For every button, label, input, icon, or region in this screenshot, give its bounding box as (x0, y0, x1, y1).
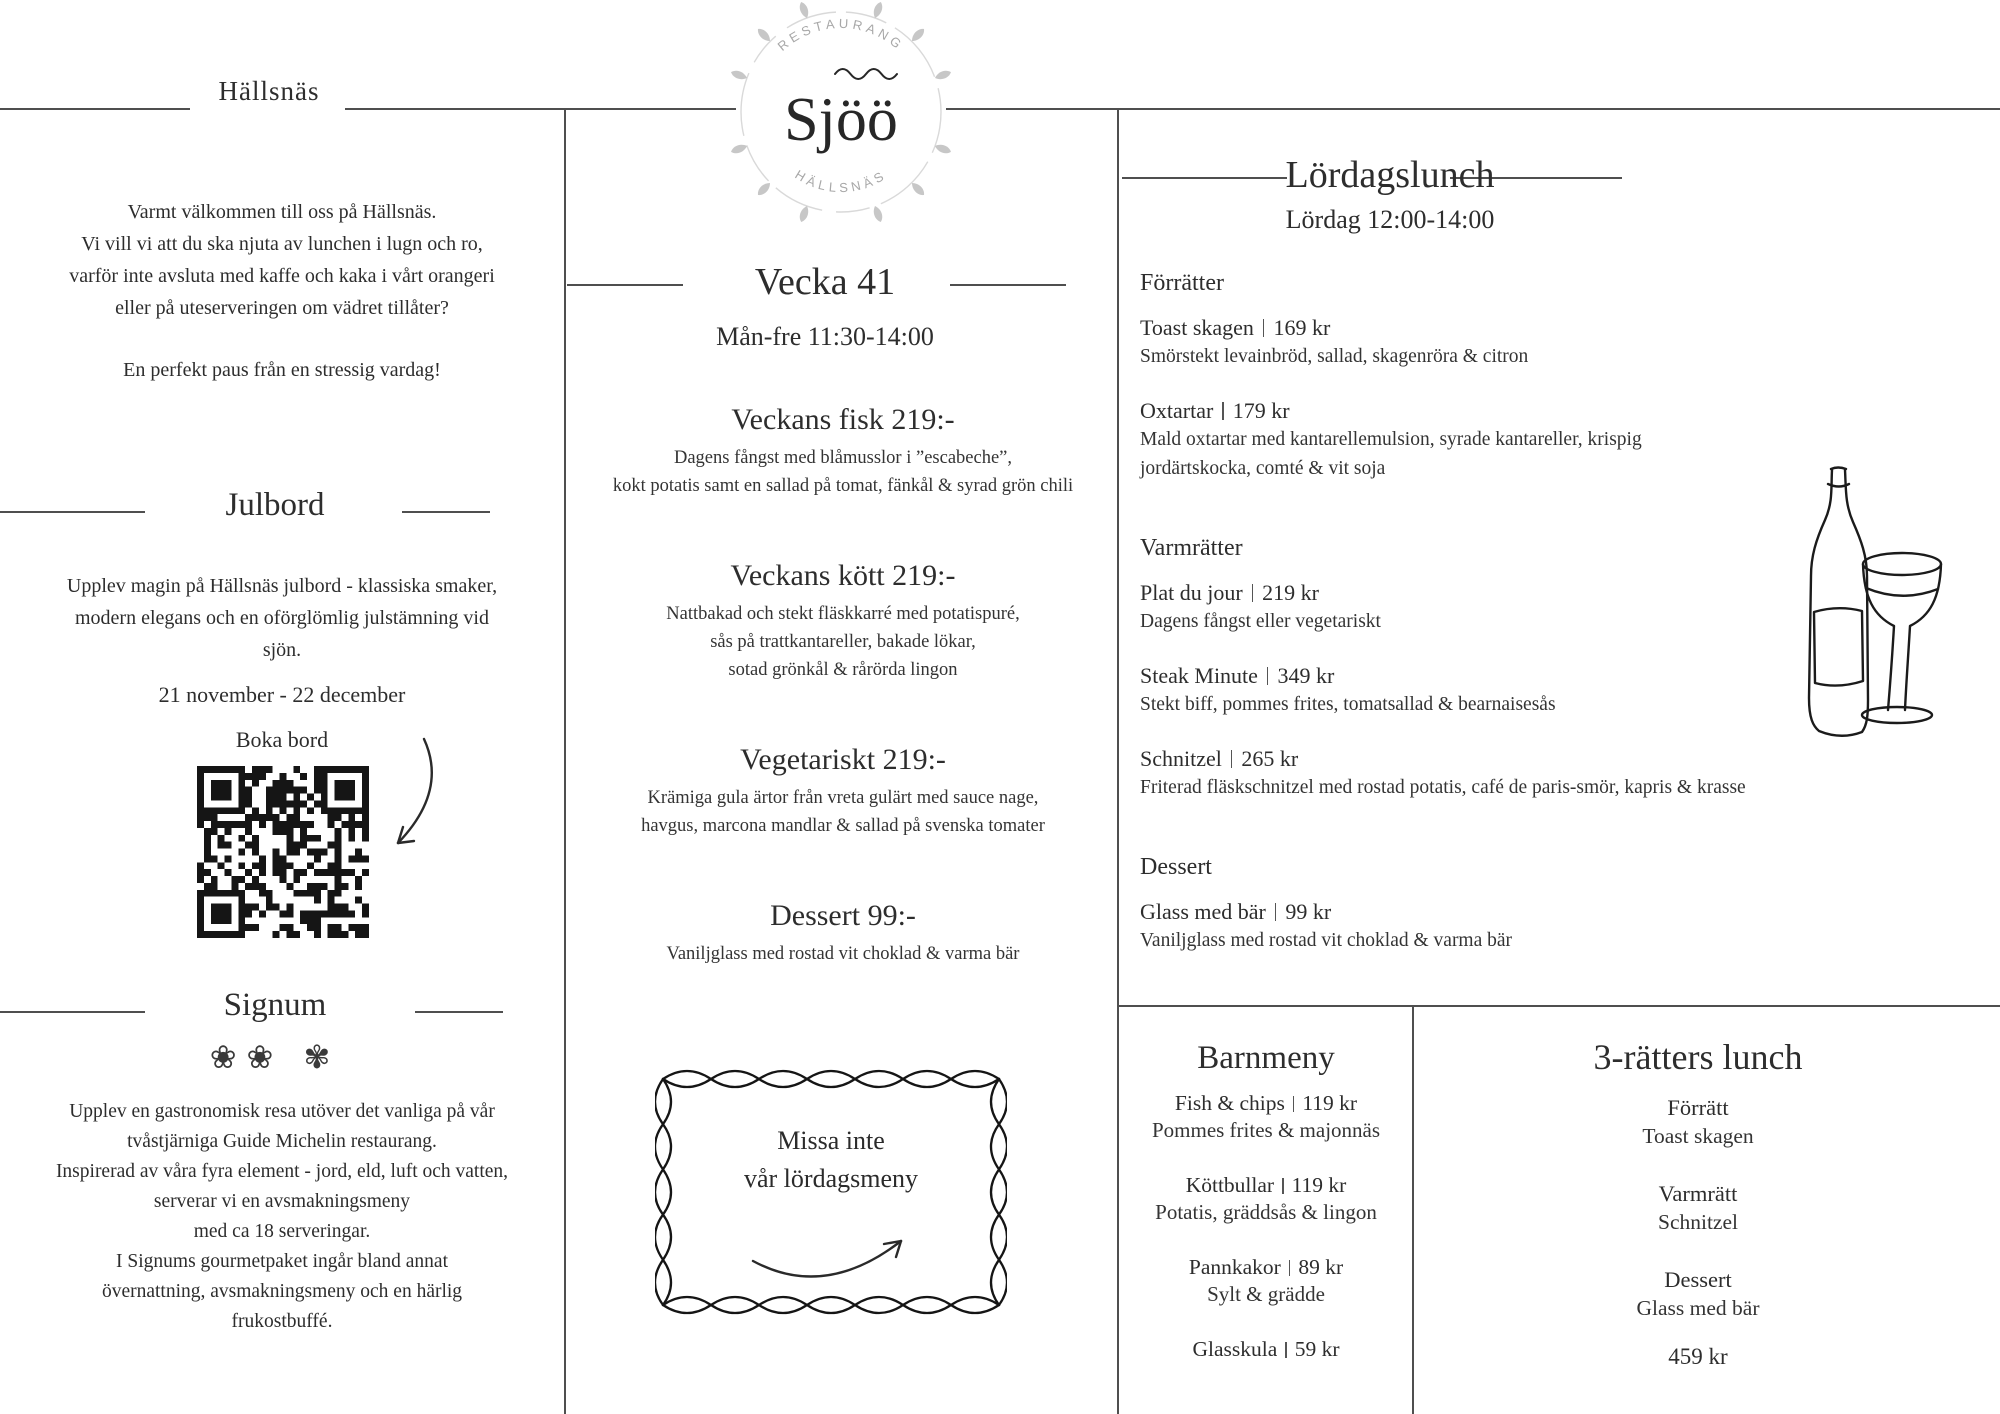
course-label: Varmrätt (1658, 1181, 1738, 1206)
menu-item-price: 219:- (892, 559, 956, 592)
menu-item-name: Köttbullar (1185, 1173, 1275, 1197)
saturday-note-box (655, 1065, 1007, 1318)
divider-line (345, 108, 736, 110)
menu-item-desc: jordärtskocka, comté & vit soja (1140, 458, 1386, 479)
kids-menu (1118, 1036, 1414, 1363)
menu-item (1140, 579, 1900, 636)
michelin-stars-icon: ❀❀ ✾ (209, 1038, 341, 1076)
qr-code (197, 766, 369, 938)
signum-title: Signum (223, 987, 327, 1023)
menu-item (572, 894, 1114, 968)
menu-item-title (1118, 1172, 1414, 1199)
signum-line: frukostbuffé. (231, 1311, 333, 1332)
julbord-line: Upplev magin på Hällsnäs julbord - klassiska smaker, (66, 575, 498, 597)
menu-item-title (572, 398, 1114, 442)
three-course-list (1413, 1094, 1983, 1322)
price-separator (1231, 750, 1233, 768)
menu-item (572, 554, 1114, 684)
welcome-line: eller på uteserveringen om vädret tillåter? (115, 297, 449, 319)
course-dish: Glass med bär (1636, 1296, 1760, 1320)
welcome-line: Vi vill vi att du ska njuta av lunchen i lugn och ro, (81, 233, 483, 255)
menu-item-price: 219 kr (1262, 580, 1319, 605)
section-heading: Förrätter (1140, 270, 1224, 296)
welcome-text (8, 196, 556, 386)
course (1413, 1180, 1983, 1236)
menu-item-title (1140, 745, 1900, 773)
menu-item-desc: kokt potatis samt en sallad på tomat, fänkål & syrad grön chili (612, 476, 1074, 496)
menu-item-title (572, 554, 1114, 598)
menu-item-name: Veckans kött (730, 559, 885, 592)
logo-wave-icon (835, 69, 897, 79)
menu-item (1140, 662, 1900, 719)
menu-item (1140, 898, 1900, 955)
menu-item-desc: Dagens fångst eller vegetariskt (1140, 611, 1381, 632)
julbord-line: sjön. (262, 639, 302, 661)
restaurant-logo (731, 2, 951, 222)
menu-item-title (1140, 397, 1900, 425)
menu-item-desc: Stekt biff, pommes frites, tomatsallad & bearnaisesås (1140, 694, 1556, 715)
menu-item-desc: Vaniljglass med rostad vit choklad & varma bär (666, 944, 1020, 964)
divider-line (1117, 1005, 2000, 1007)
course (1413, 1266, 1983, 1322)
week-hours: Mån-fre 11:30-14:00 (716, 322, 934, 351)
signum-line: med ca 18 serveringar. (193, 1221, 371, 1242)
kids-menu-list (1118, 1090, 1414, 1363)
logo-arc-bottom-text: HÄLLSNÄS (792, 166, 890, 196)
menu-item (572, 738, 1114, 840)
menu-item-name: Plat du jour (1140, 580, 1243, 605)
menu-item-desc: havgus, marcona mandlar & sallad på svenska tomater (641, 816, 1045, 836)
menu-item-name: Veckans fisk (731, 403, 884, 436)
menu-item-desc: Smörstekt levainbröd, sallad, skagenröra & citron (1140, 346, 1529, 367)
menu-item-name: Glasskula (1192, 1337, 1278, 1361)
julbord-text (8, 570, 556, 666)
course (1413, 1094, 1983, 1150)
menu-item-desc: Krämiga gula ärtor från vreta gulärt med sauce nage, (647, 788, 1039, 808)
menu-item-title (1140, 898, 1900, 926)
menu-item-title (1118, 1090, 1414, 1117)
menu-item-name: Dessert (770, 899, 861, 932)
menu-item-price: 59 kr (1294, 1337, 1340, 1361)
signum-line: serverar vi en avsmakningsmeny (153, 1191, 411, 1212)
menu-item-name: Schnitzel (1140, 746, 1222, 771)
booking-cta: Boka bord (235, 727, 329, 752)
menu-item-price: 119 kr (1302, 1091, 1358, 1115)
course-dish: Toast skagen (1642, 1124, 1754, 1148)
menu-item-desc: Dagens fångst med blåmusslor i ”escabeche”, (673, 448, 1012, 468)
saturday-menu-list (1140, 268, 1900, 955)
logo-badge-icon (731, 2, 951, 222)
menu-item (1140, 397, 1900, 483)
logo-arc-top-text: RESTAURANG (774, 15, 908, 54)
course-label: Förrätt (1667, 1095, 1729, 1120)
price-separator (1252, 584, 1254, 602)
menu-item-desc: sotad grönkål & rårörda lingon (728, 660, 958, 680)
signum-line: övernattning, avsmakningsmeny och en härlig (101, 1281, 463, 1302)
section-heading: Dessert (1140, 854, 1212, 880)
menu-item (572, 398, 1114, 500)
three-course-title: 3-rätters lunch (1593, 1037, 1803, 1077)
price-separator (1289, 1260, 1291, 1276)
julbord-title: Julbord (225, 487, 325, 523)
price-separator (1282, 1178, 1284, 1194)
menu-item (1140, 314, 1900, 371)
menu-item-price: 119 kr (1291, 1173, 1347, 1197)
menu-item-price: 89 kr (1298, 1255, 1344, 1279)
menu-item-title (1140, 579, 1900, 607)
svg-text:HÄLLSNÄS (792, 167, 889, 195)
saturday-note-text (655, 1122, 1007, 1198)
menu-item-price: 99 kr (1285, 899, 1332, 924)
menu-item-name: Pannkakor (1188, 1255, 1281, 1279)
weekly-menu-list (572, 398, 1114, 1022)
menu-section (1140, 533, 1900, 802)
menu-item-desc: Sylt & grädde (1207, 1282, 1325, 1306)
menu-item-price: 99:- (867, 899, 916, 932)
location-title: Hällsnäs (218, 76, 320, 106)
menu-item-price: 265 kr (1241, 746, 1299, 771)
menu-item-name: Vegetariskt (740, 743, 876, 776)
column-divider (564, 108, 566, 1414)
menu-item-price: 349 kr (1277, 663, 1335, 688)
three-course-menu (1413, 1032, 1983, 1370)
note-line: vår lördagsmeny (743, 1164, 918, 1193)
divider-line (0, 108, 190, 110)
julbord-dates: 21 november - 22 december (158, 682, 406, 707)
price-separator (1263, 319, 1265, 337)
menu-item-desc: Friterad fläskschnitzel med rostad potatis, café de paris-smör, kapris & krasse (1140, 777, 1746, 798)
welcome-tagline: En perfekt paus från en stressig vardag! (123, 359, 441, 381)
julbord-line: modern elegans och en oförglömlig julstämning vid (74, 607, 489, 629)
note-arrow-icon (753, 1241, 901, 1277)
menu-item-title (572, 738, 1114, 782)
menu-item-price: 219:- (891, 403, 955, 436)
three-course-price: 459 kr (1668, 1344, 1728, 1369)
menu-item (1118, 1172, 1414, 1226)
menu-item (1140, 745, 1900, 802)
course-label: Dessert (1664, 1267, 1732, 1292)
menu-item-desc: Nattbakad och stekt fläskkarré med potatispuré, (666, 604, 1020, 624)
section-heading: Varmrätter (1140, 535, 1243, 561)
qr-code-icon (197, 766, 369, 938)
menu-item-desc: Mald oxtartar med kantarellemulsion, syrade kantareller, krispig (1140, 429, 1642, 450)
signum-line: tvåstjärniga Guide Michelin restaurang. (127, 1131, 437, 1152)
menu-item-title (1140, 662, 1900, 690)
signum-line: Upplev en gastronomisk resa utöver det vanliga på vår (69, 1101, 495, 1122)
week-title: Vecka 41 (754, 261, 896, 303)
wine-bottle-glass-illustration (1788, 460, 1948, 750)
qr-pointer-arrow-icon (374, 735, 438, 859)
course-dish: Schnitzel (1657, 1210, 1738, 1234)
menu-item-title (1118, 1336, 1414, 1363)
signum-line: I Signums gourmetpaket ingår bland annat (116, 1251, 448, 1272)
menu-item-desc: Pommes frites & majonnäs (1151, 1118, 1381, 1142)
price-separator (1275, 903, 1277, 921)
menu-item (1118, 1090, 1414, 1144)
price-separator (1293, 1096, 1295, 1112)
kids-menu-title: Barnmeny (1197, 1040, 1335, 1076)
menu-item-name: Oxtartar (1140, 398, 1214, 423)
menu-item-price: 219:- (882, 743, 946, 776)
menu-item-title (572, 894, 1114, 938)
signum-line: Inspirerad av våra fyra element - jord, eld, luft och vatten, (55, 1161, 509, 1182)
menu-item-name: Fish & chips (1174, 1091, 1285, 1115)
menu-item-price: 179 kr (1232, 398, 1290, 423)
saturday-hours: Lördag 12:00-14:00 (1285, 205, 1495, 234)
welcome-line: Varmt välkommen till oss på Hällsnäs. (127, 201, 437, 223)
menu-item-name: Glass med bär (1140, 899, 1266, 924)
note-line: Missa inte (777, 1126, 885, 1155)
saturday-title: Lördagslunch (1285, 154, 1495, 196)
signum-text (5, 1097, 559, 1337)
menu-item-price: 169 kr (1273, 315, 1331, 340)
menu-section (1140, 852, 1900, 955)
svg-text:RESTAURANG (775, 16, 908, 54)
welcome-line: varför inte avsluta med kaffe och kaka i vårt orangeri (69, 265, 495, 287)
menu-item (1118, 1254, 1414, 1308)
menu-item-title (1118, 1254, 1414, 1281)
price-separator (1267, 667, 1269, 685)
menu-item-name: Steak Minute (1140, 663, 1258, 688)
menu-item (1118, 1336, 1414, 1363)
divider-line (946, 108, 2000, 110)
menu-item-desc: Vaniljglass med rostad vit choklad & varma bär (1140, 930, 1513, 951)
menu-section (1140, 268, 1900, 483)
heading-rule (567, 284, 683, 286)
price-separator (1285, 1342, 1287, 1358)
logo-name-text: Sjöö (784, 86, 898, 154)
heading-rule (950, 284, 1066, 286)
price-separator (1222, 402, 1224, 420)
menu-item-desc: Potatis, gräddsås & lingon (1155, 1200, 1377, 1224)
menu-item-title (1140, 314, 1900, 342)
menu-item-name: Toast skagen (1140, 315, 1254, 340)
menu-item-desc: sås på trattkantareller, bakade lökar, (710, 632, 976, 652)
